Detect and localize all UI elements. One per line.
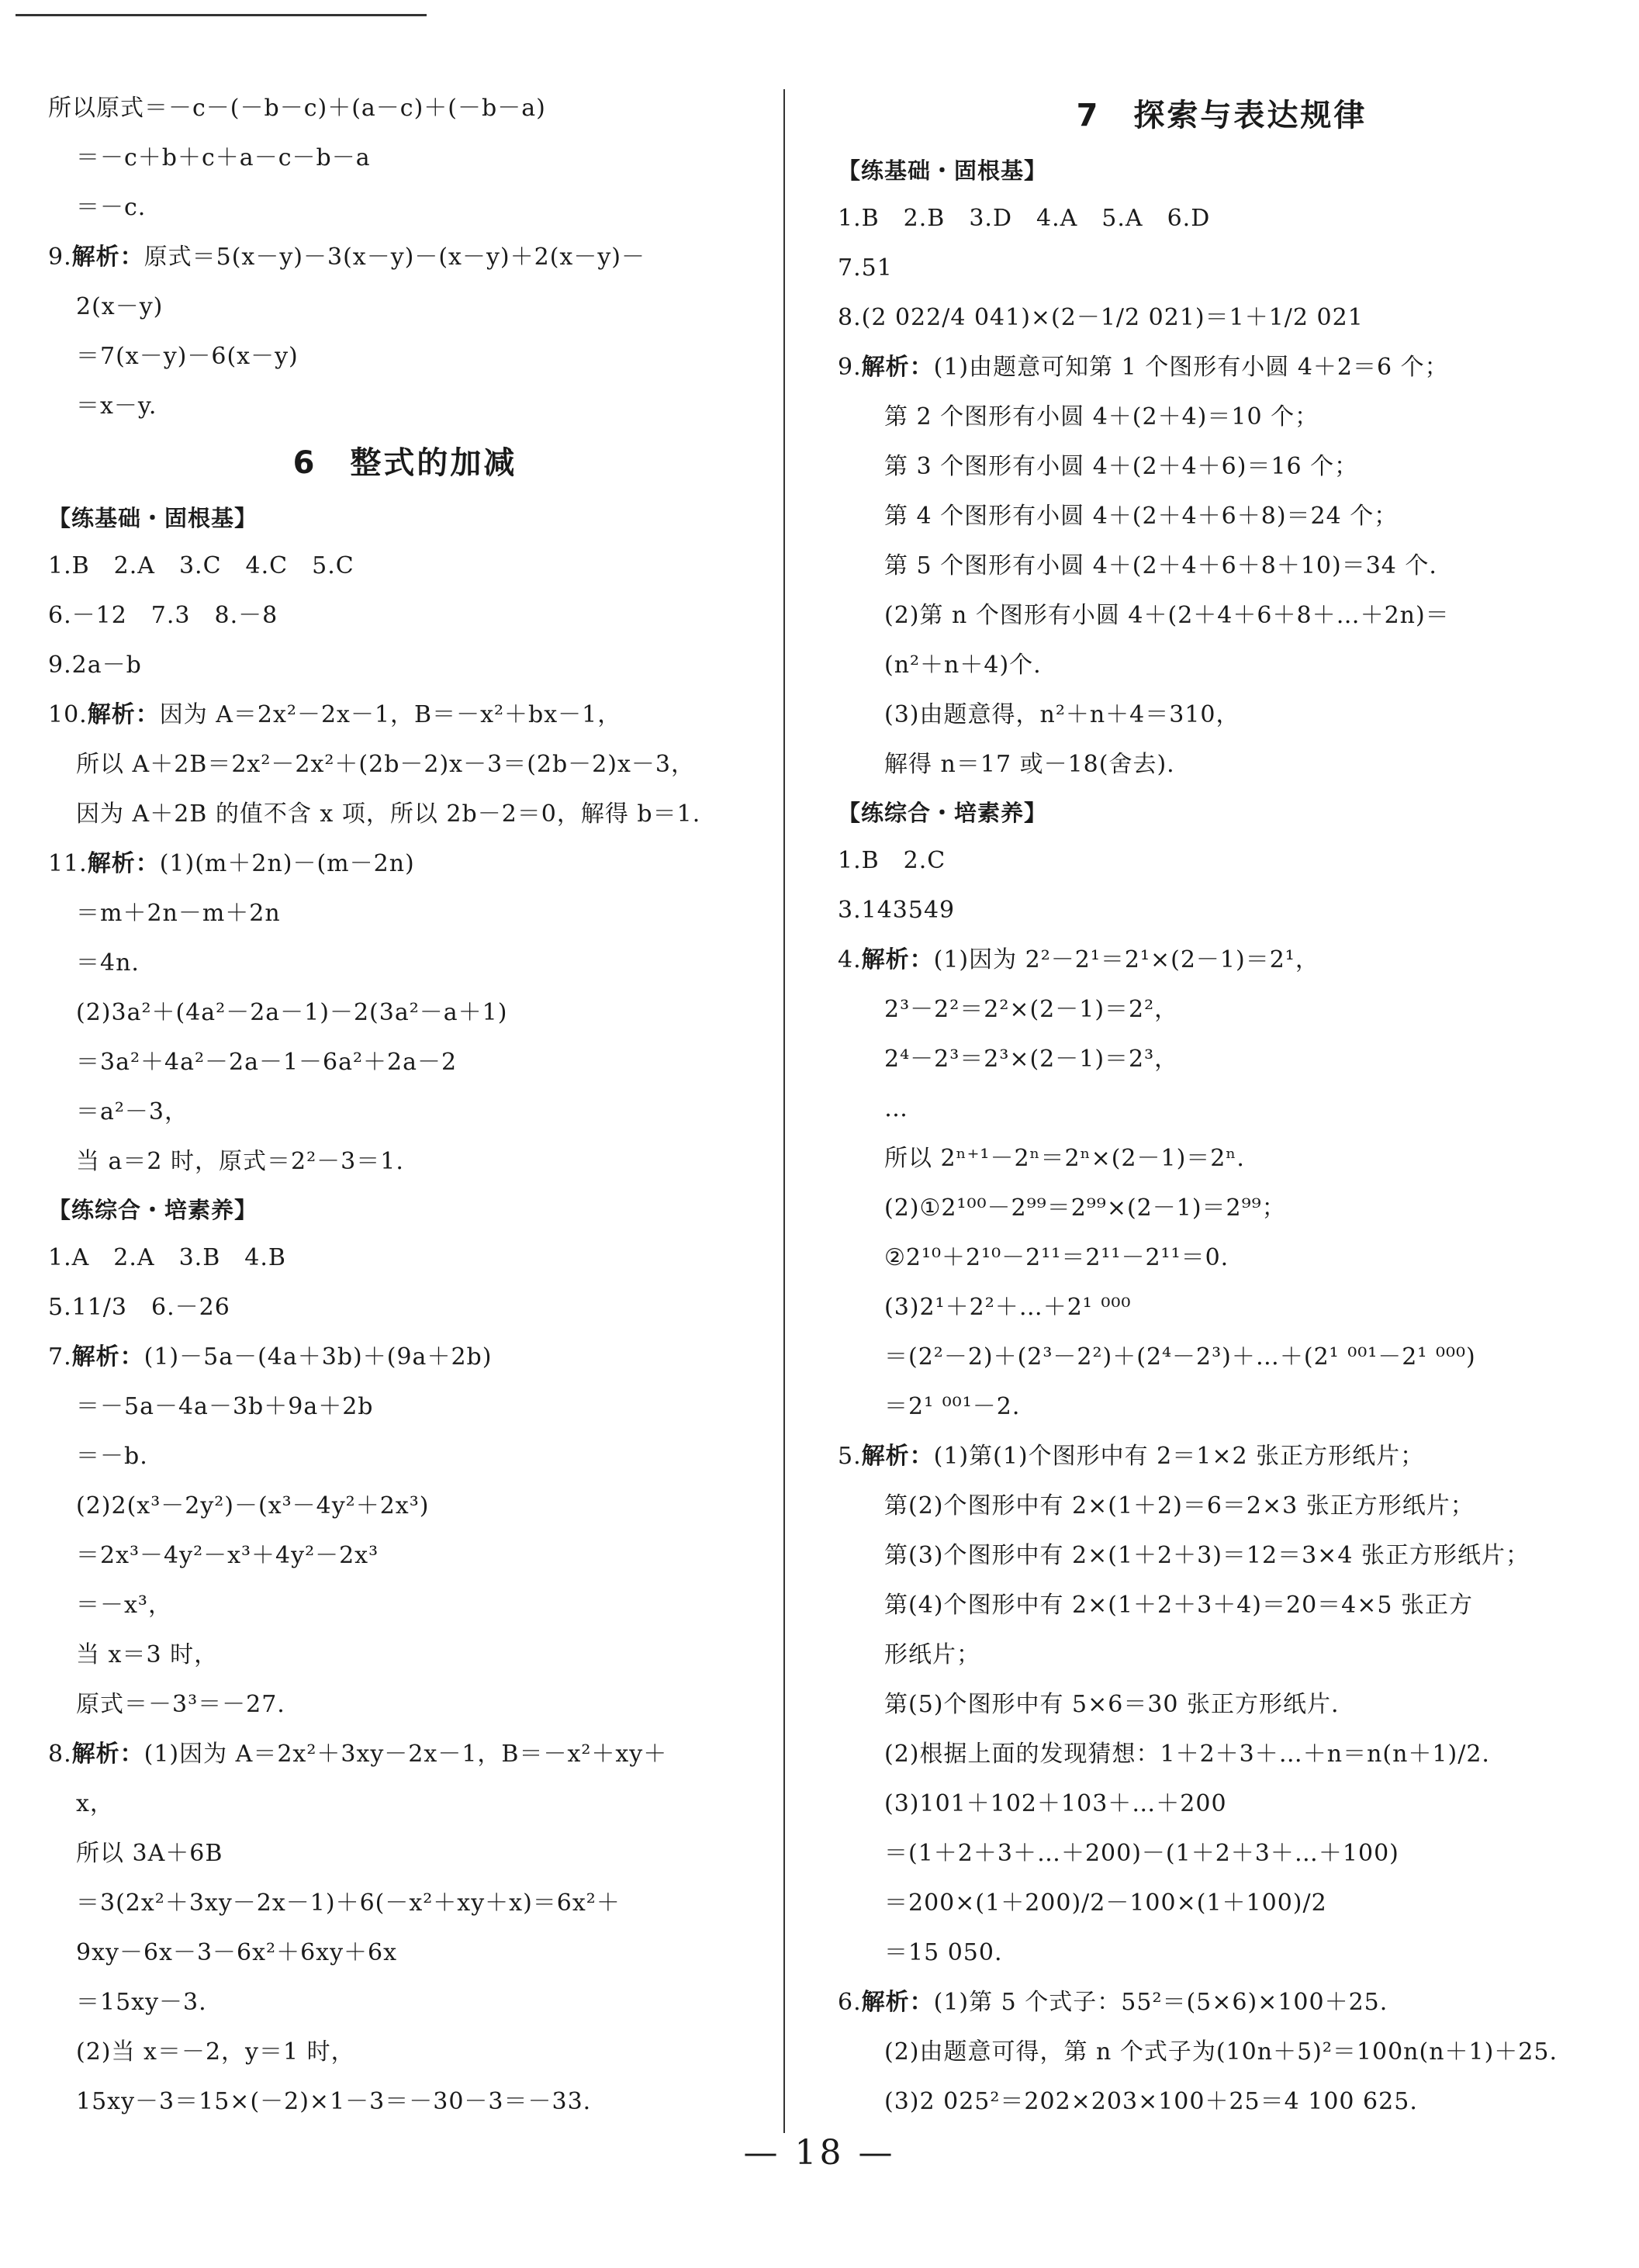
answer-line: ＝15 050. [884, 1939, 1003, 1966]
answer-line: 解得 n＝17 或－18(舍去). [884, 751, 1175, 778]
right-column [838, 84, 1606, 2127]
answer-line: ＝－5a－4a－3b＋9a＋2b [76, 1393, 374, 1420]
question-number: 6. [838, 1989, 862, 2016]
answer-line: (n²＋n＋4)个. [884, 652, 1042, 679]
question-number: 5. [838, 1443, 862, 1470]
analysis-label: 解析： [71, 1741, 144, 1768]
answer-line: ＝x－y. [76, 392, 157, 420]
answer-line: ＝2x³－4y²－x³＋4y²－2x³ [76, 1542, 379, 1569]
answer-line: (2)根据上面的发现猜想：1＋2＋3＋…＋n＝n(n＋1)/2. [884, 1741, 1490, 1768]
column-divider [783, 89, 785, 2133]
question-number: 11. [48, 850, 88, 877]
answer-line: (3)2¹＋2²＋…＋2¹ ⁰⁰⁰ [884, 1294, 1132, 1321]
analysis-label: 解析： [87, 701, 160, 728]
answer-line: ＝－x³， [76, 1592, 172, 1619]
answer-line: ＝－c. [76, 194, 147, 221]
answer-line: 9xy－6x－3－6x²＋6xy＋6x [76, 1939, 398, 1966]
answer-line [48, 690, 762, 740]
answer-line: ＝－b. [76, 1443, 148, 1470]
answer-line: ＝2¹ ⁰⁰¹－2. [884, 1393, 1021, 1420]
left-column [48, 84, 762, 2127]
answer-line: (3)101＋102＋103＋…＋200 [884, 1790, 1227, 1817]
answer-line [48, 233, 762, 282]
answer-line: 第(5)个图形中有 5×6＝30 张正方形纸片. [884, 1691, 1340, 1718]
question-number: 4. [838, 946, 862, 973]
answer-line [48, 1333, 762, 1382]
answer-line: 1.B 2.B 3.D 4.A 5.A 6.D [838, 205, 1211, 232]
answer-line: 当 a＝2 时，原式＝2²－3＝1. [76, 1148, 404, 1175]
answer-line: ＝15xy－3. [76, 1989, 207, 2016]
subsection-heading: 【练基础・固根基】 [48, 505, 258, 531]
answer-line: (2)2(x³－2y²)－(x³－4y²＋2x³) [76, 1492, 430, 1519]
answer-text: (1)由题意可知第 1 个图形有小圆 4＋2＝6 个； [933, 354, 1449, 381]
answer-line: (3)由题意得，n²＋n＋4＝310， [884, 701, 1240, 728]
answer-line: ＝200×(1＋200)/2－100×(1＋100)/2 [884, 1889, 1327, 1917]
answer-line: 第(2)个图形中有 2×(1＋2)＝6＝2×3 张正方形纸片； [884, 1492, 1475, 1519]
question-number: 9. [48, 244, 72, 271]
answer-line: 7.51 [838, 254, 893, 282]
answer-line: ＝4n. [76, 949, 140, 977]
answer-line: ＝a²－3， [76, 1098, 188, 1125]
answer-line: ＝(1＋2＋3＋…＋200)－(1＋2＋3＋…＋100) [884, 1840, 1399, 1867]
answer-text: 原式＝5(x－y)－3(x－y)－(x－y)＋2(x－y)－ [143, 244, 645, 271]
answer-line: (3)2 025²＝202×203×100＋25＝4 100 625. [884, 2088, 1418, 2115]
answer-text: 因为 A＝2x²－2x－1，B＝－x²＋bx－1， [159, 701, 622, 728]
answer-line: 9.2a－b [48, 652, 142, 679]
answer-line [838, 1432, 1606, 1481]
answer-line: 第 5 个图形有小圆 4＋(2＋4＋6＋8＋10)＝34 个. [884, 552, 1437, 579]
answer-line: ②2¹⁰＋2¹⁰－2¹¹＝2¹¹－2¹¹＝0. [884, 1244, 1229, 1271]
answer-line: 1.B 2.C [838, 847, 946, 874]
answer-line [838, 1978, 1606, 2028]
answer-text: (1)第(1)个图形中有 2＝1×2 张正方形纸片； [933, 1443, 1425, 1470]
answer-line: 8.(2 022/4 041)×(2－1/2 021)＝1＋1/2 021 [838, 304, 1364, 331]
answer-text: (1)－5a－(4a＋3b)＋(9a＋2b) [143, 1343, 493, 1371]
analysis-label: 解析： [861, 1989, 934, 2016]
answer-line: ＝(2²－2)＋(2³－2²)＋(2⁴－2³)＋…＋(2¹ ⁰⁰¹－2¹ ⁰⁰⁰) [884, 1343, 1476, 1371]
answer-line: 第 3 个图形有小圆 4＋(2＋4＋6)＝16 个； [884, 453, 1359, 480]
answer-line: 第(3)个图形中有 2×(1＋2＋3)＝12＝3×4 张正方形纸片； [884, 1542, 1530, 1569]
answer-line: 原式＝－3³＝－27. [76, 1691, 285, 1718]
answer-line: 所以原式＝－c－(－b－c)＋(a－c)＋(－b－a) [48, 95, 546, 122]
subsection-heading: 【练基础・固根基】 [838, 157, 1048, 184]
question-number: 10. [48, 701, 88, 728]
answer-line: ＝7(x－y)－6(x－y) [76, 343, 299, 370]
answer-line [48, 839, 762, 889]
answer-line: 当 x＝3 时， [76, 1641, 219, 1668]
answer-text: (1)第 5 个式子：55²＝(5×6)×100＋25. [933, 1989, 1388, 2016]
answer-text: (1)(m＋2n)－(m－2n) [159, 850, 415, 877]
answer-line: 所以 2ⁿ⁺¹－2ⁿ＝2ⁿ×(2－1)＝2ⁿ. [884, 1145, 1245, 1172]
answer-line: (2)3a²＋(4a²－2a－1)－2(3a²－a＋1) [76, 999, 508, 1026]
answer-line: … [884, 1095, 908, 1122]
answer-line: 因为 A＋2B 的值不含 x 项，所以 2b－2＝0，解得 b＝1. [76, 800, 701, 828]
question-number: 8. [48, 1741, 72, 1768]
answer-text: (1)因为 A＝2x²＋3xy－2x－1，B＝－x²＋xy＋ [143, 1741, 668, 1768]
answer-line: 所以 3A＋6B [76, 1840, 223, 1867]
analysis-label: 解析： [861, 1443, 934, 1470]
analysis-label: 解析： [861, 354, 934, 381]
analysis-label: 解析： [87, 850, 160, 877]
answer-line: 5.11/3 6.－26 [48, 1294, 230, 1321]
answer-line: 2⁴－2³＝2³×(2－1)＝2³， [884, 1046, 1179, 1073]
question-number: 7. [48, 1343, 72, 1371]
answer-line: 形纸片； [884, 1641, 980, 1668]
analysis-label: 解析： [71, 244, 144, 271]
answer-line [838, 343, 1606, 392]
answer-line: 第 4 个图形有小圆 4＋(2＋4＋6＋8)＝24 个； [884, 503, 1399, 530]
answer-line: (2)第 n 个图形有小圆 4＋(2＋4＋6＋8＋…＋2n)＝ [884, 602, 1450, 629]
answer-line: ＝3a²＋4a²－2a－1－6a²＋2a－2 [76, 1049, 458, 1076]
answer-text: (1)因为 2²－2¹＝2¹×(2－1)＝2¹， [933, 946, 1319, 973]
answer-line: 1.B 2.A 3.C 4.C 5.C [48, 552, 354, 579]
page-number: — 18 — [743, 2133, 896, 2173]
answer-line: ＝3(2x²＋3xy－2x－1)＋6(－x²＋xy＋x)＝6x²＋ [76, 1889, 621, 1917]
answer-line: (2)由题意可得，第 n 个式子为(10n＋5)²＝100n(n＋1)＋25. [884, 2038, 1558, 2066]
answer-line: (2)①2¹⁰⁰－2⁹⁹＝2⁹⁹×(2－1)＝2⁹⁹； [884, 1195, 1286, 1222]
answer-line: ＝m＋2n－m＋2n [76, 900, 281, 927]
answer-line: 第 2 个图形有小圆 4＋(2＋4)＝10 个； [884, 403, 1319, 430]
analysis-label: 解析： [71, 1343, 144, 1371]
answer-line: 第(4)个图形中有 2×(1＋2＋3＋4)＝20＝4×5 张正方 [884, 1592, 1474, 1619]
answer-line: 6.－12 7.3 8.－8 [48, 602, 278, 629]
section-title: 6 整式的加减 [292, 445, 517, 481]
subsection-heading: 【练综合・培素养】 [838, 800, 1048, 826]
answer-line [838, 935, 1606, 985]
answer-line: 3.143549 [838, 897, 956, 924]
answer-line: 2³－2²＝2²×(2－1)＝2²， [884, 996, 1179, 1023]
answer-line: ＝－c＋b＋c＋a－c－b－a [76, 144, 371, 171]
subsection-heading: 【练综合・培素养】 [48, 1197, 258, 1223]
answer-line: (2)当 x＝－2，y＝1 时， [76, 2038, 355, 2066]
question-number: 9. [838, 354, 862, 381]
answer-line: x， [76, 1790, 114, 1817]
answer-line: 所以 A＋2B＝2x²－2x²＋(2b－2)x－3＝(2b－2)x－3， [76, 751, 695, 778]
answer-line: 1.A 2.A 3.B 4.B [48, 1244, 286, 1271]
answer-line: 2(x－y) [76, 293, 164, 320]
top-rule [16, 14, 427, 16]
answer-line: 15xy－3＝15×(－2)×1－3＝－30－3＝－33. [76, 2088, 592, 2115]
answer-line [48, 1730, 762, 1779]
section-title: 7 探索与表达规律 [1076, 98, 1368, 133]
analysis-label: 解析： [861, 946, 934, 973]
